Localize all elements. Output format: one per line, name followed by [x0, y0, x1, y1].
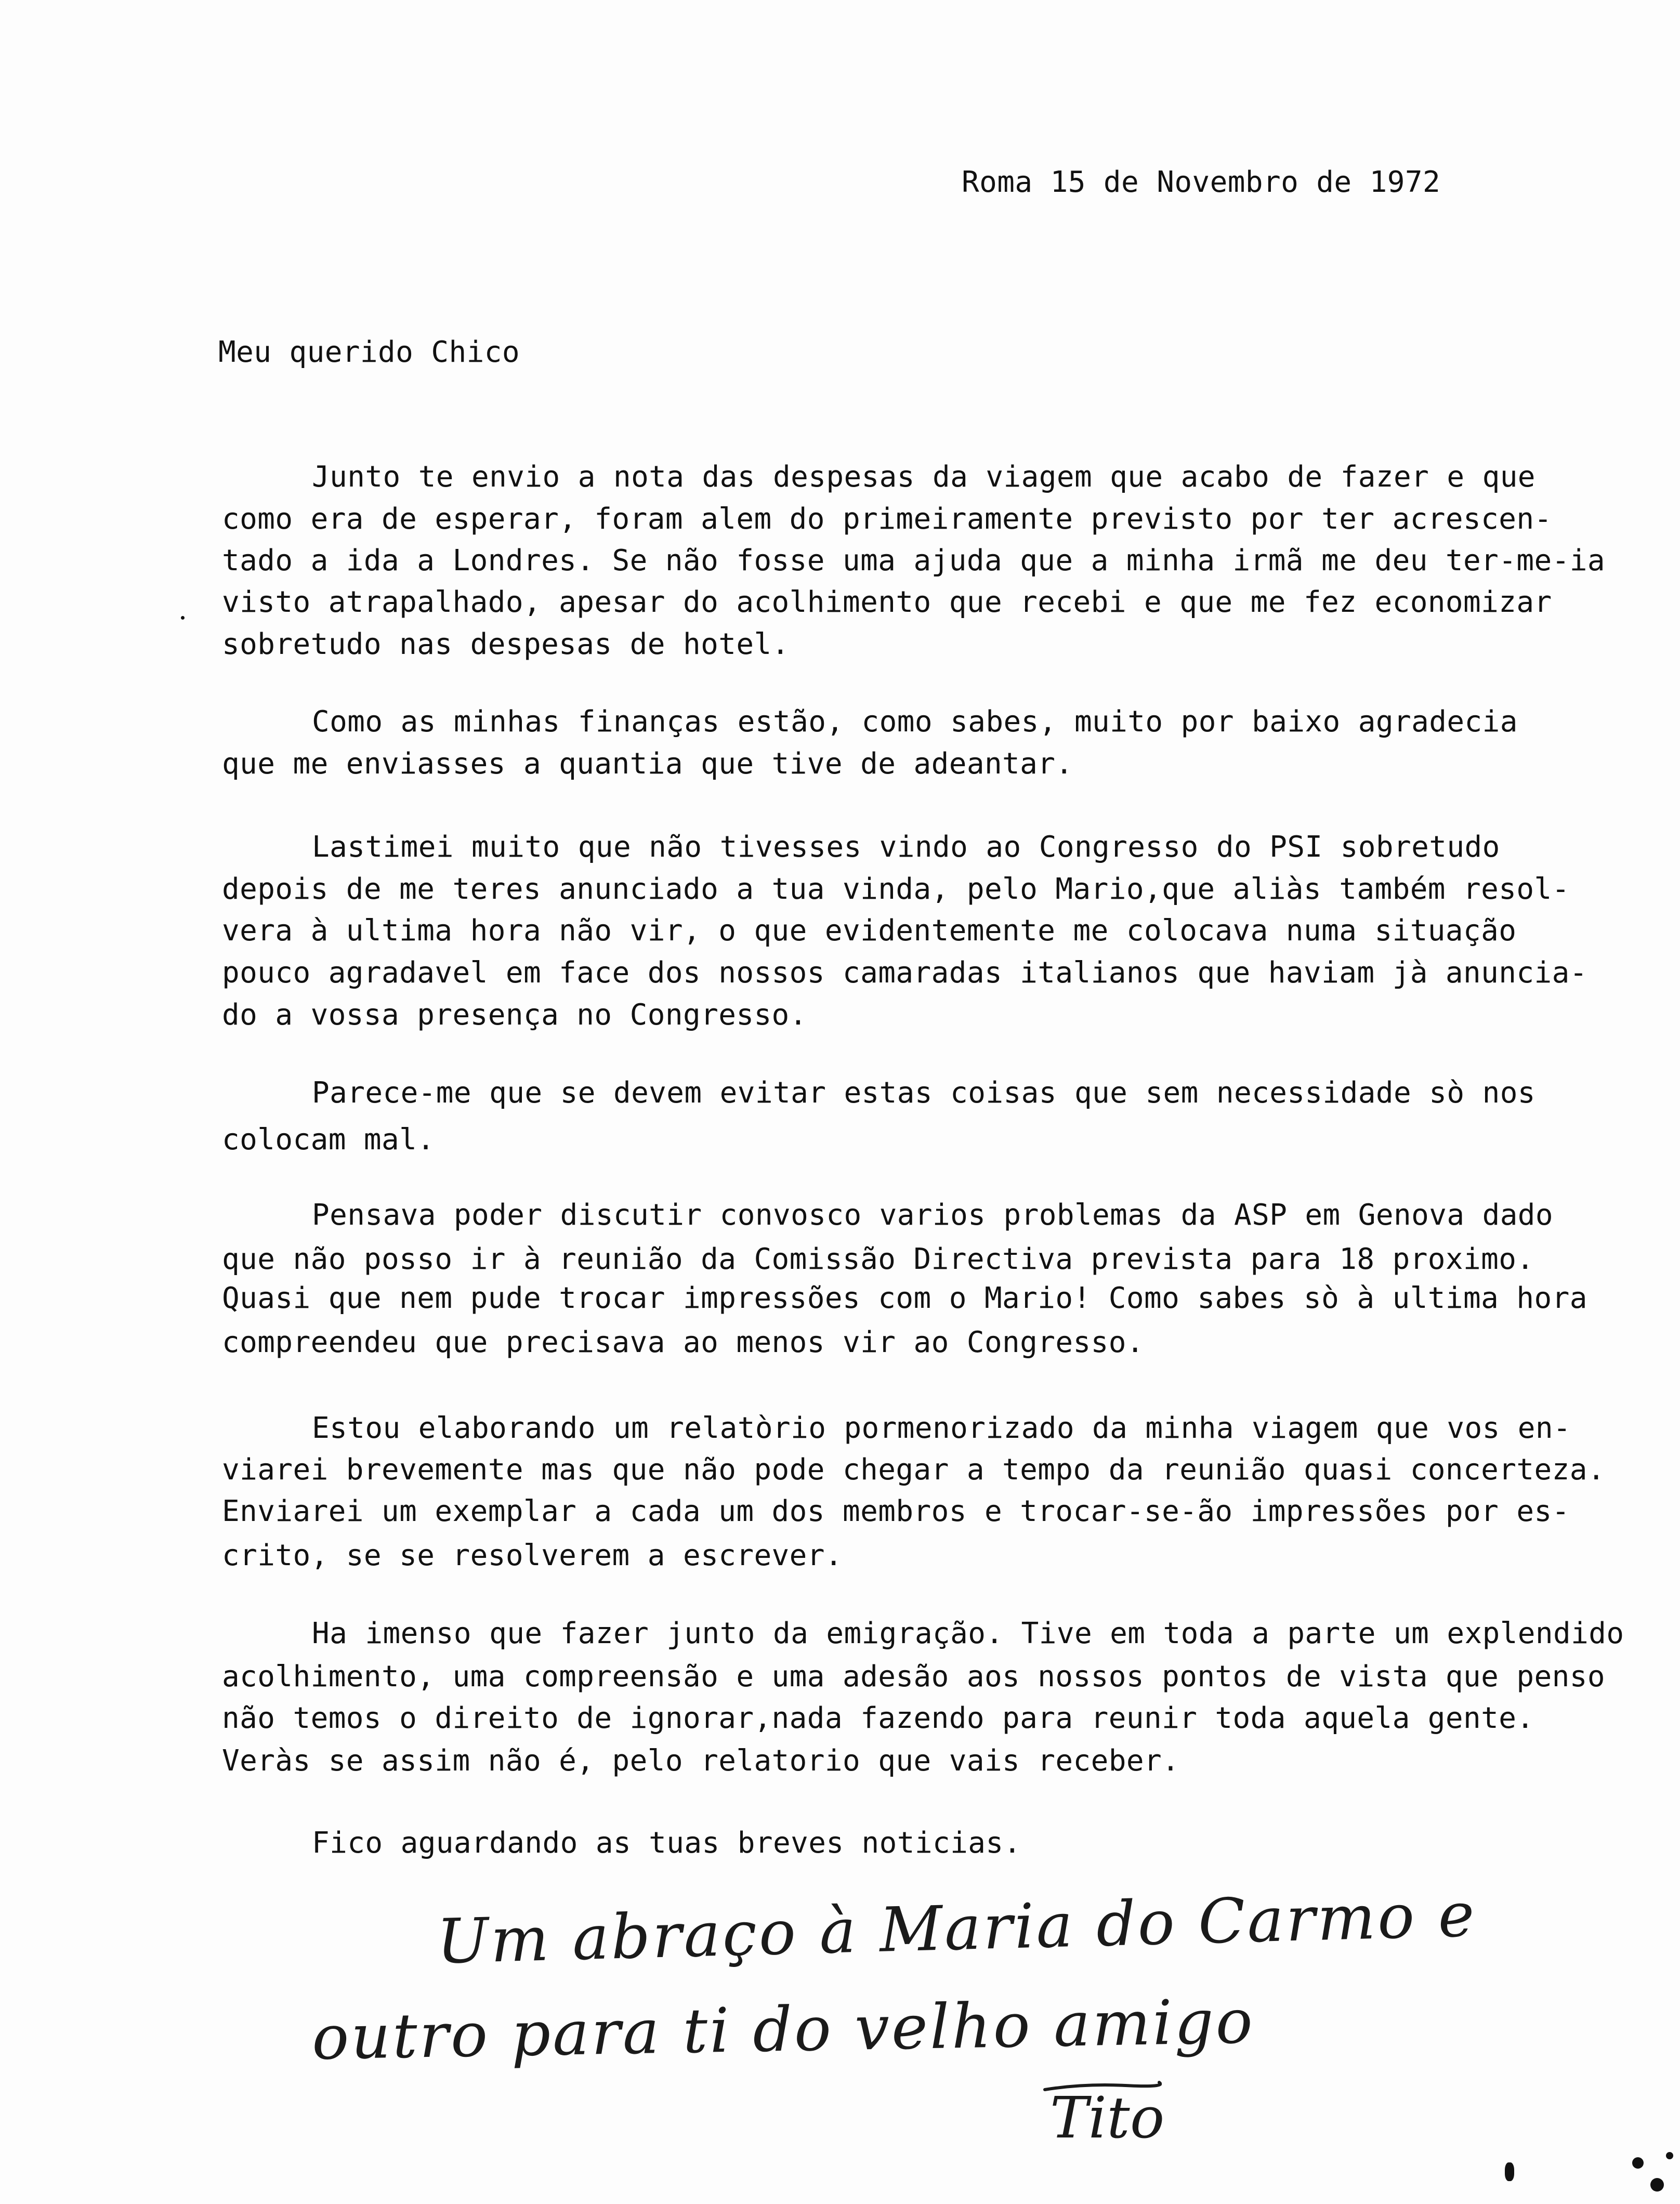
signature: Tito [1050, 2084, 1165, 2151]
scan-speck [1505, 2162, 1514, 2181]
scan-speck [1650, 2178, 1664, 2192]
text-line: Veràs se assim não é, pelo relatorio que vais receber. [222, 1744, 1180, 1778]
text-line: Fico aguardando as tuas breves noticias. [312, 1826, 1021, 1860]
text-line: tado a ida a Londres. Se não fosse uma ajuda que a minha irmã me deu ter-me-ia [222, 544, 1605, 578]
text-line: Junto te envio a nota das despesas da viagem que acabo de fazer e que [312, 460, 1535, 494]
scan-speck [1666, 2152, 1673, 2159]
text-line: Parece-me que se devem evitar estas coisas que sem necessidade sò nos [312, 1076, 1535, 1110]
text-line: visto atrapalhado, apesar do acolhimento que recebi e que me fez economizar [222, 585, 1552, 619]
text-line: do a vossa presença no Congresso. [222, 998, 807, 1032]
handwritten-closing-line: Um abraço à Maria do Carmo e [436, 1878, 1478, 1978]
text-line: Pensava poder discutir convosco varios problemas da ASP em Genova dado [312, 1198, 1554, 1232]
text-line: sobretudo nas despesas de hotel. [222, 627, 790, 661]
text-line: colocam mal. [222, 1123, 435, 1157]
text-line: Estou elaborando um relatòrio pormenorizado da minha viagem que vos en- [312, 1411, 1571, 1445]
text-line: Lastimei muito que não tivesses vindo ao Congresso do PSI sobretudo [312, 830, 1500, 864]
text-line: que me enviasses a quantia que tive de adeantar. [222, 747, 1073, 781]
text-line: compreendeu que precisava ao menos vir ao Congresso. [222, 1326, 1144, 1359]
scan-speck [181, 616, 185, 620]
text-line: que não posso ir à reunião da Comissão Directiva prevista para 18 proximo. [222, 1242, 1534, 1276]
letter-date: Roma 15 de Novembro de 1972 [962, 165, 1441, 199]
text-line: Enviarei um exemplar a cada um dos membros e trocar-se-ão impressões por es- [222, 1494, 1570, 1528]
text-line: viarei brevemente mas que não pode chegar a tempo da reunião quasi concerteza. [222, 1453, 1605, 1487]
text-line: pouco agradavel em face dos nossos camaradas italianos que haviam jà anuncia- [222, 956, 1587, 990]
text-line: acolhimento, uma compreensão e uma adesão aos nossos pontos de vista que penso [222, 1660, 1605, 1694]
text-line: Ha imenso que fazer junto da emigração. Tive em toda a parte um explendido [312, 1617, 1624, 1650]
scan-speck [1632, 2157, 1644, 2169]
text-line: depois de me teres anunciado a tua vinda, pelo Mario,que aliàs também resol- [222, 872, 1570, 906]
text-line: Como as minhas finanças estão, como sabes, muito por baixo agradecia [312, 705, 1518, 739]
salutation: Meu querido Chico [218, 335, 520, 369]
handwritten-closing-line: outro para ti do velho amigo [311, 1985, 1255, 2074]
text-line: vera à ultima hora não vir, o que evidentemente me colocava numa situação [222, 914, 1517, 948]
text-line: não temos o direito de ignorar,nada fazendo para reunir toda aquela gente. [222, 1701, 1534, 1735]
text-line: Quasi que nem pude trocar impressões com o Mario! Como sabes sò à ultima hora [222, 1281, 1587, 1315]
text-line: crito, se se resolverem a escrever. [222, 1539, 843, 1572]
text-line: como era de esperar, foram alem do primeiramente previsto por ter acrescen- [222, 502, 1552, 536]
